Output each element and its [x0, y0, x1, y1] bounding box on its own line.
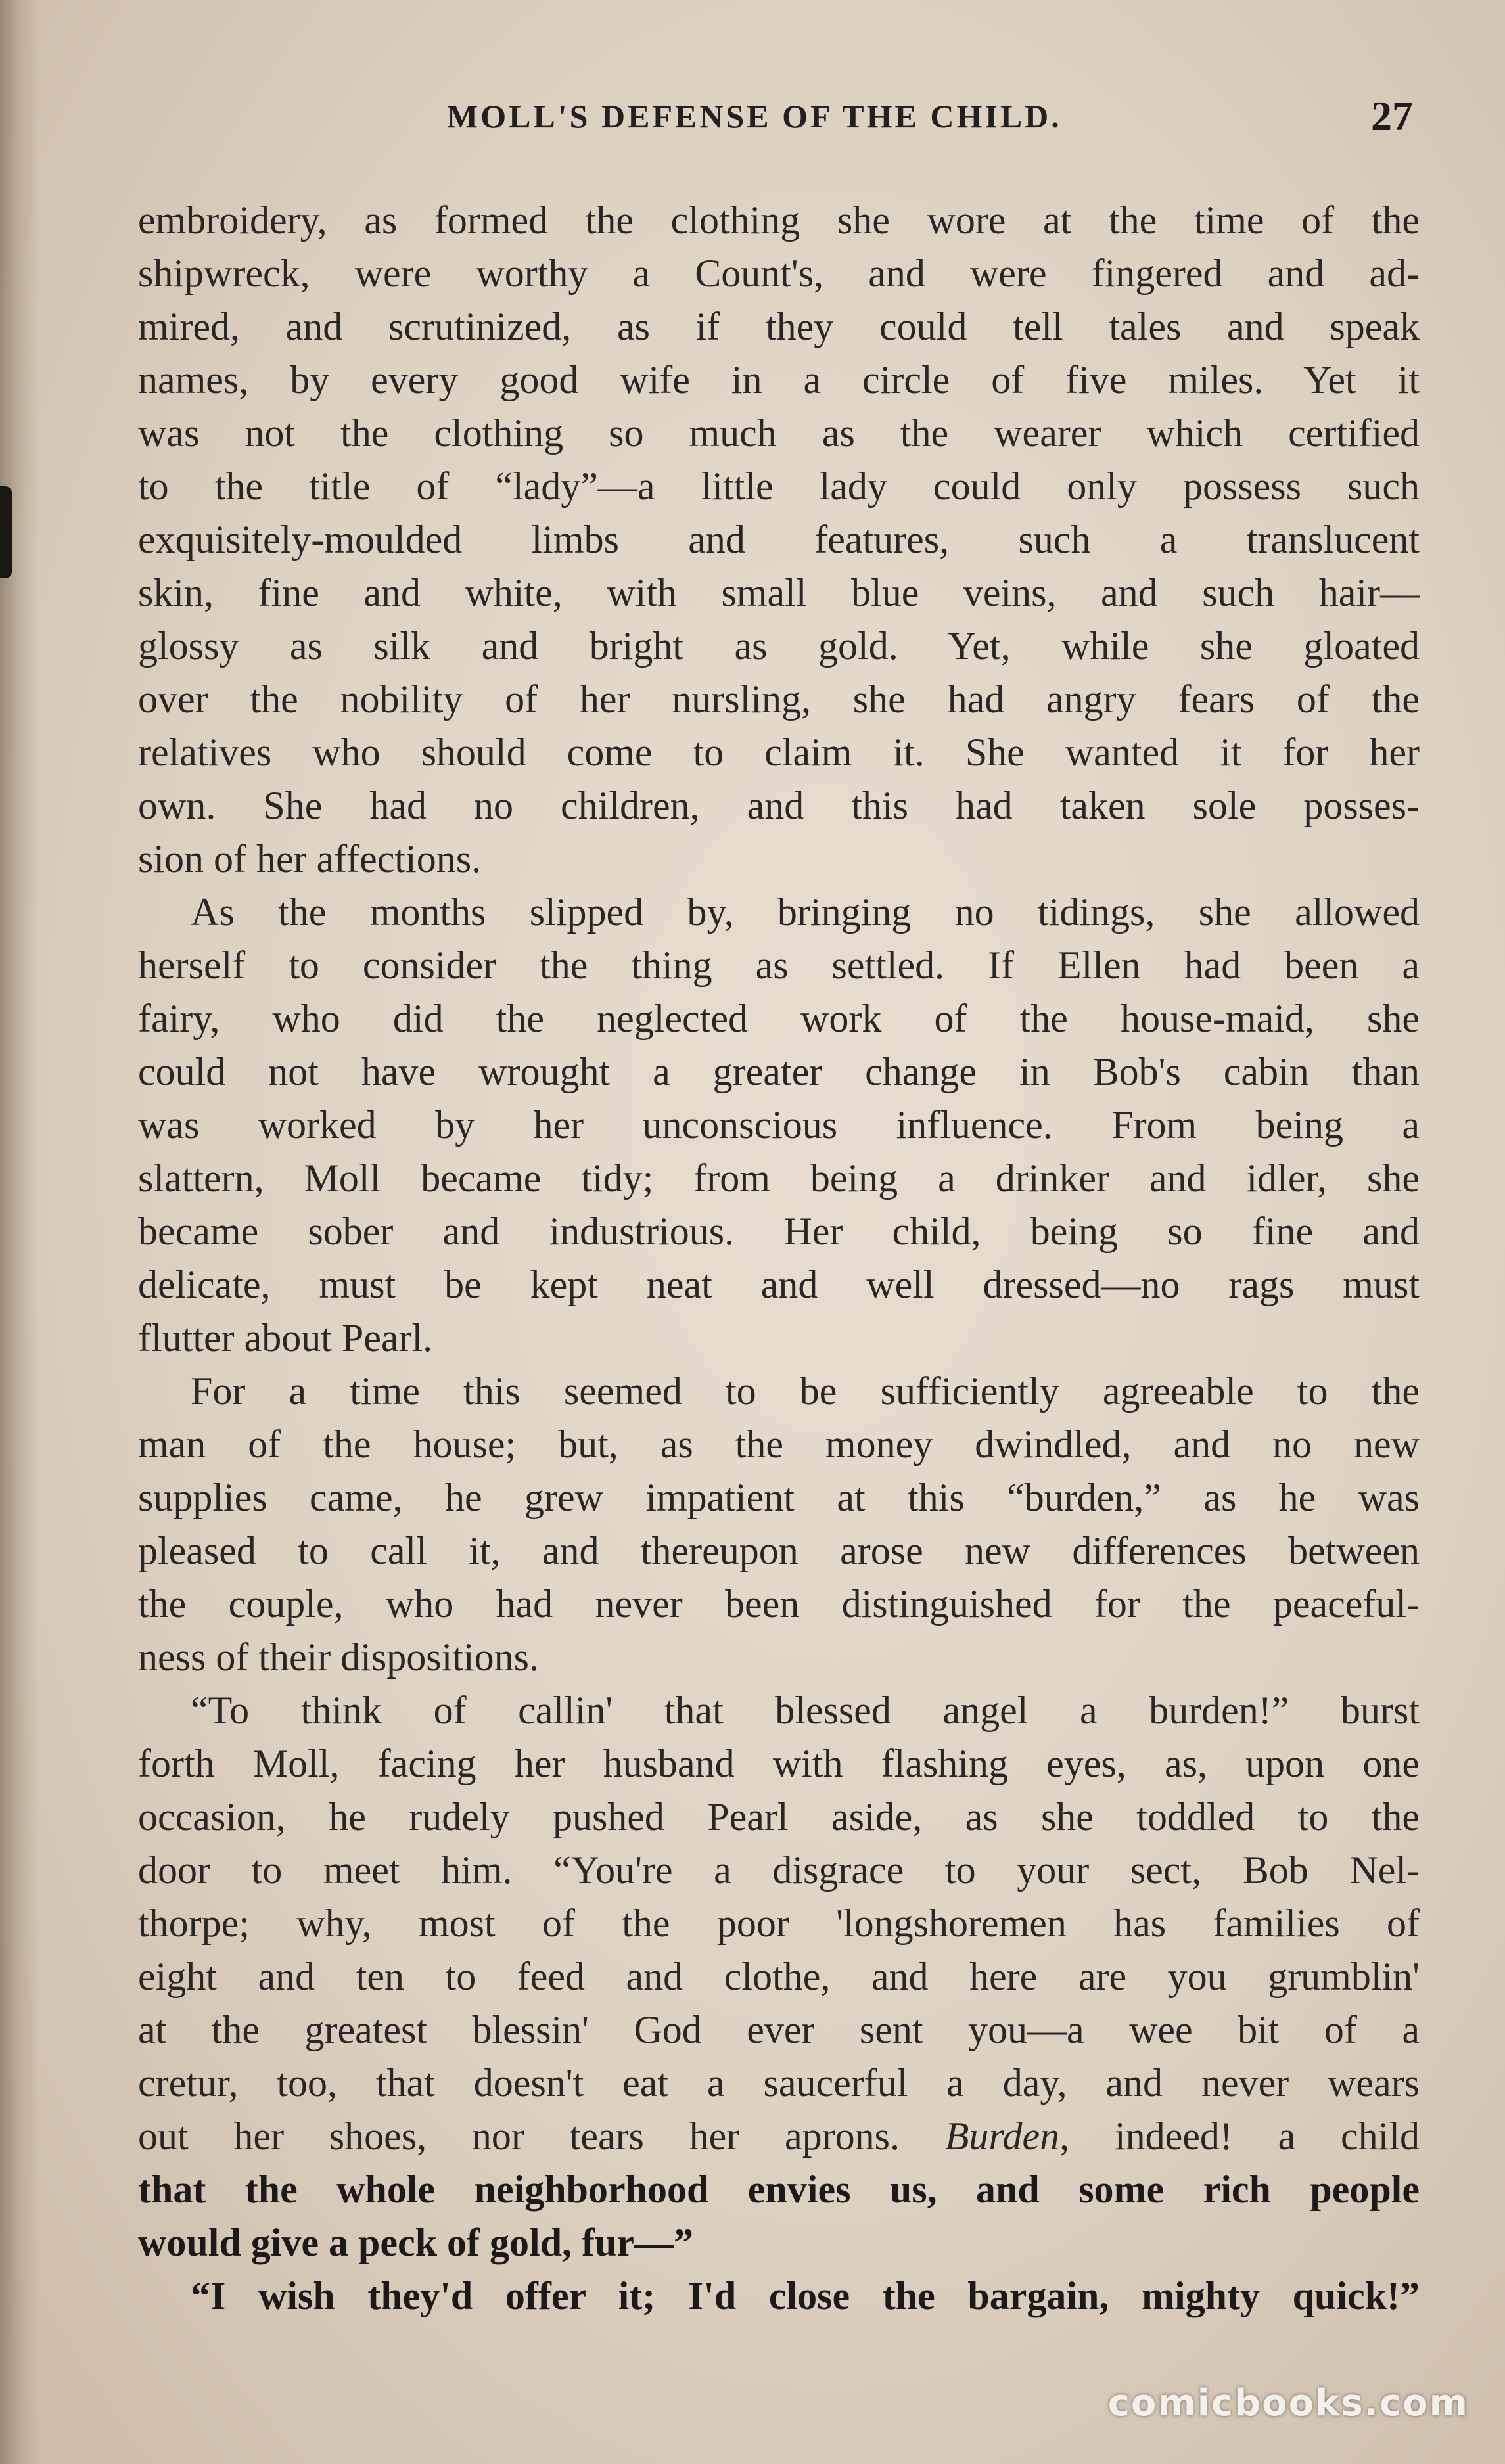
- text-line: slattern, Moll became tidy; from being a drinker and idler, she: [138, 1156, 1420, 1200]
- text-line: the couple, who had never been distinguished for the peaceful-: [138, 1582, 1420, 1626]
- text-line: became sober and industrious. Her child, being so fine and: [138, 1210, 1420, 1253]
- text-line: fairy, who did the neglected work of the house-maid, she: [138, 997, 1420, 1040]
- text-line: over the nobility of her nursling, she had angry fears of the: [138, 677, 1420, 721]
- text-line: to the title of “lady”—a little lady could only possess such: [138, 465, 1420, 508]
- text-line: man of the house; but, as the money dwindled, and no new: [138, 1423, 1420, 1466]
- text-line: delicate, must be kept neat and well dressed—no rags must: [138, 1263, 1420, 1306]
- text-line: eight and ten to feed and clothe, and here are you grumblin': [138, 1955, 1420, 1998]
- italic-word: Burden: [944, 2114, 1060, 2158]
- text-line: exquisitely-moulded limbs and features, such a translucent: [138, 518, 1420, 561]
- text-line-with-italic: [138, 2110, 1420, 2163]
- text-fragment: out her shoes, nor tears her aprons.: [138, 2114, 900, 2158]
- text-line: was not the clothing so much as the wearer which certified: [138, 411, 1420, 455]
- text-line: own. She had no children, and this had taken sole posses-: [138, 784, 1420, 827]
- text-line: occasion, he rudely pushed Pearl aside, as she toddled to the: [138, 1795, 1420, 1838]
- text-line: relatives who should come to claim it. She wanted it for her: [138, 731, 1420, 774]
- text-line: at the greatest blessin' God ever sent you—a wee bit of a: [138, 2008, 1420, 2051]
- text-line: glossy as silk and bright as gold. Yet, while she gloated: [138, 624, 1420, 668]
- site-watermark: comicbooks.com: [1107, 2382, 1469, 2425]
- text-line: could not have wrought a greater change in Bob's cabin than: [138, 1050, 1420, 1093]
- page-gutter-shadow: [0, 0, 39, 2464]
- body-text: [138, 194, 1420, 2323]
- text-line: mired, and scrutinized, as if they could tell tales and speak: [138, 305, 1420, 348]
- text-line: that the whole neighborhood envies us, and some rich people: [138, 2168, 1420, 2211]
- text-line: thorpe; why, most of the poor 'longshoremen has families of: [138, 1902, 1420, 1945]
- text-line: names, by every good wife in a circle of five miles. Yet it: [138, 358, 1420, 401]
- text-line: flutter about Pearl.: [138, 1316, 433, 1359]
- text-line: ness of their dispositions.: [138, 1635, 539, 1679]
- text-line: cretur, too, that doesn't eat a saucerful a day, and never wears: [138, 2061, 1420, 2105]
- text-line: would give a peck of gold, fur—”: [138, 2221, 694, 2264]
- text-fragment: , indeed! a child: [1059, 2114, 1420, 2158]
- text-line: embroidery, as formed the clothing she wore at the time of the: [138, 198, 1420, 242]
- text-line: supplies came, he grew impatient at this “burden,” as he was: [138, 1476, 1420, 1519]
- text-line: “I wish they'd offer it; I'd close the bargain, mighty quick!”: [191, 2274, 1420, 2317]
- text-line: As the months slipped by, bringing no tidings, she allowed: [191, 890, 1420, 934]
- text-line: pleased to call it, and thereupon arose new differences between: [138, 1529, 1420, 1572]
- text-line: “To think of callin' that blessed angel a burden!” burst: [191, 1689, 1420, 1732]
- text-line: For a time this seemed to be sufficiently agreeable to the: [191, 1369, 1420, 1413]
- text-line: sion of her affections.: [138, 837, 482, 880]
- running-head: MOLL'S DEFENSE OF THE CHILD.: [447, 98, 1062, 135]
- text-line: shipwreck, were worthy a Count's, and were fingered and ad-: [138, 252, 1420, 295]
- page-header: [131, 92, 1413, 151]
- page-number: 27: [1371, 93, 1413, 139]
- text-line: door to meet him. “You're a disgrace to your sect, Bob Nel-: [138, 1848, 1420, 1892]
- text-line: forth Moll, facing her husband with flashing eyes, as, upon one: [138, 1742, 1420, 1785]
- text-line: skin, fine and white, with small blue veins, and such hair—: [138, 571, 1420, 614]
- text-line: herself to consider the thing as settled. If Ellen had been a: [138, 944, 1420, 987]
- text-line: was worked by her unconscious influence. From being a: [138, 1103, 1420, 1147]
- binding-mark: [0, 486, 12, 578]
